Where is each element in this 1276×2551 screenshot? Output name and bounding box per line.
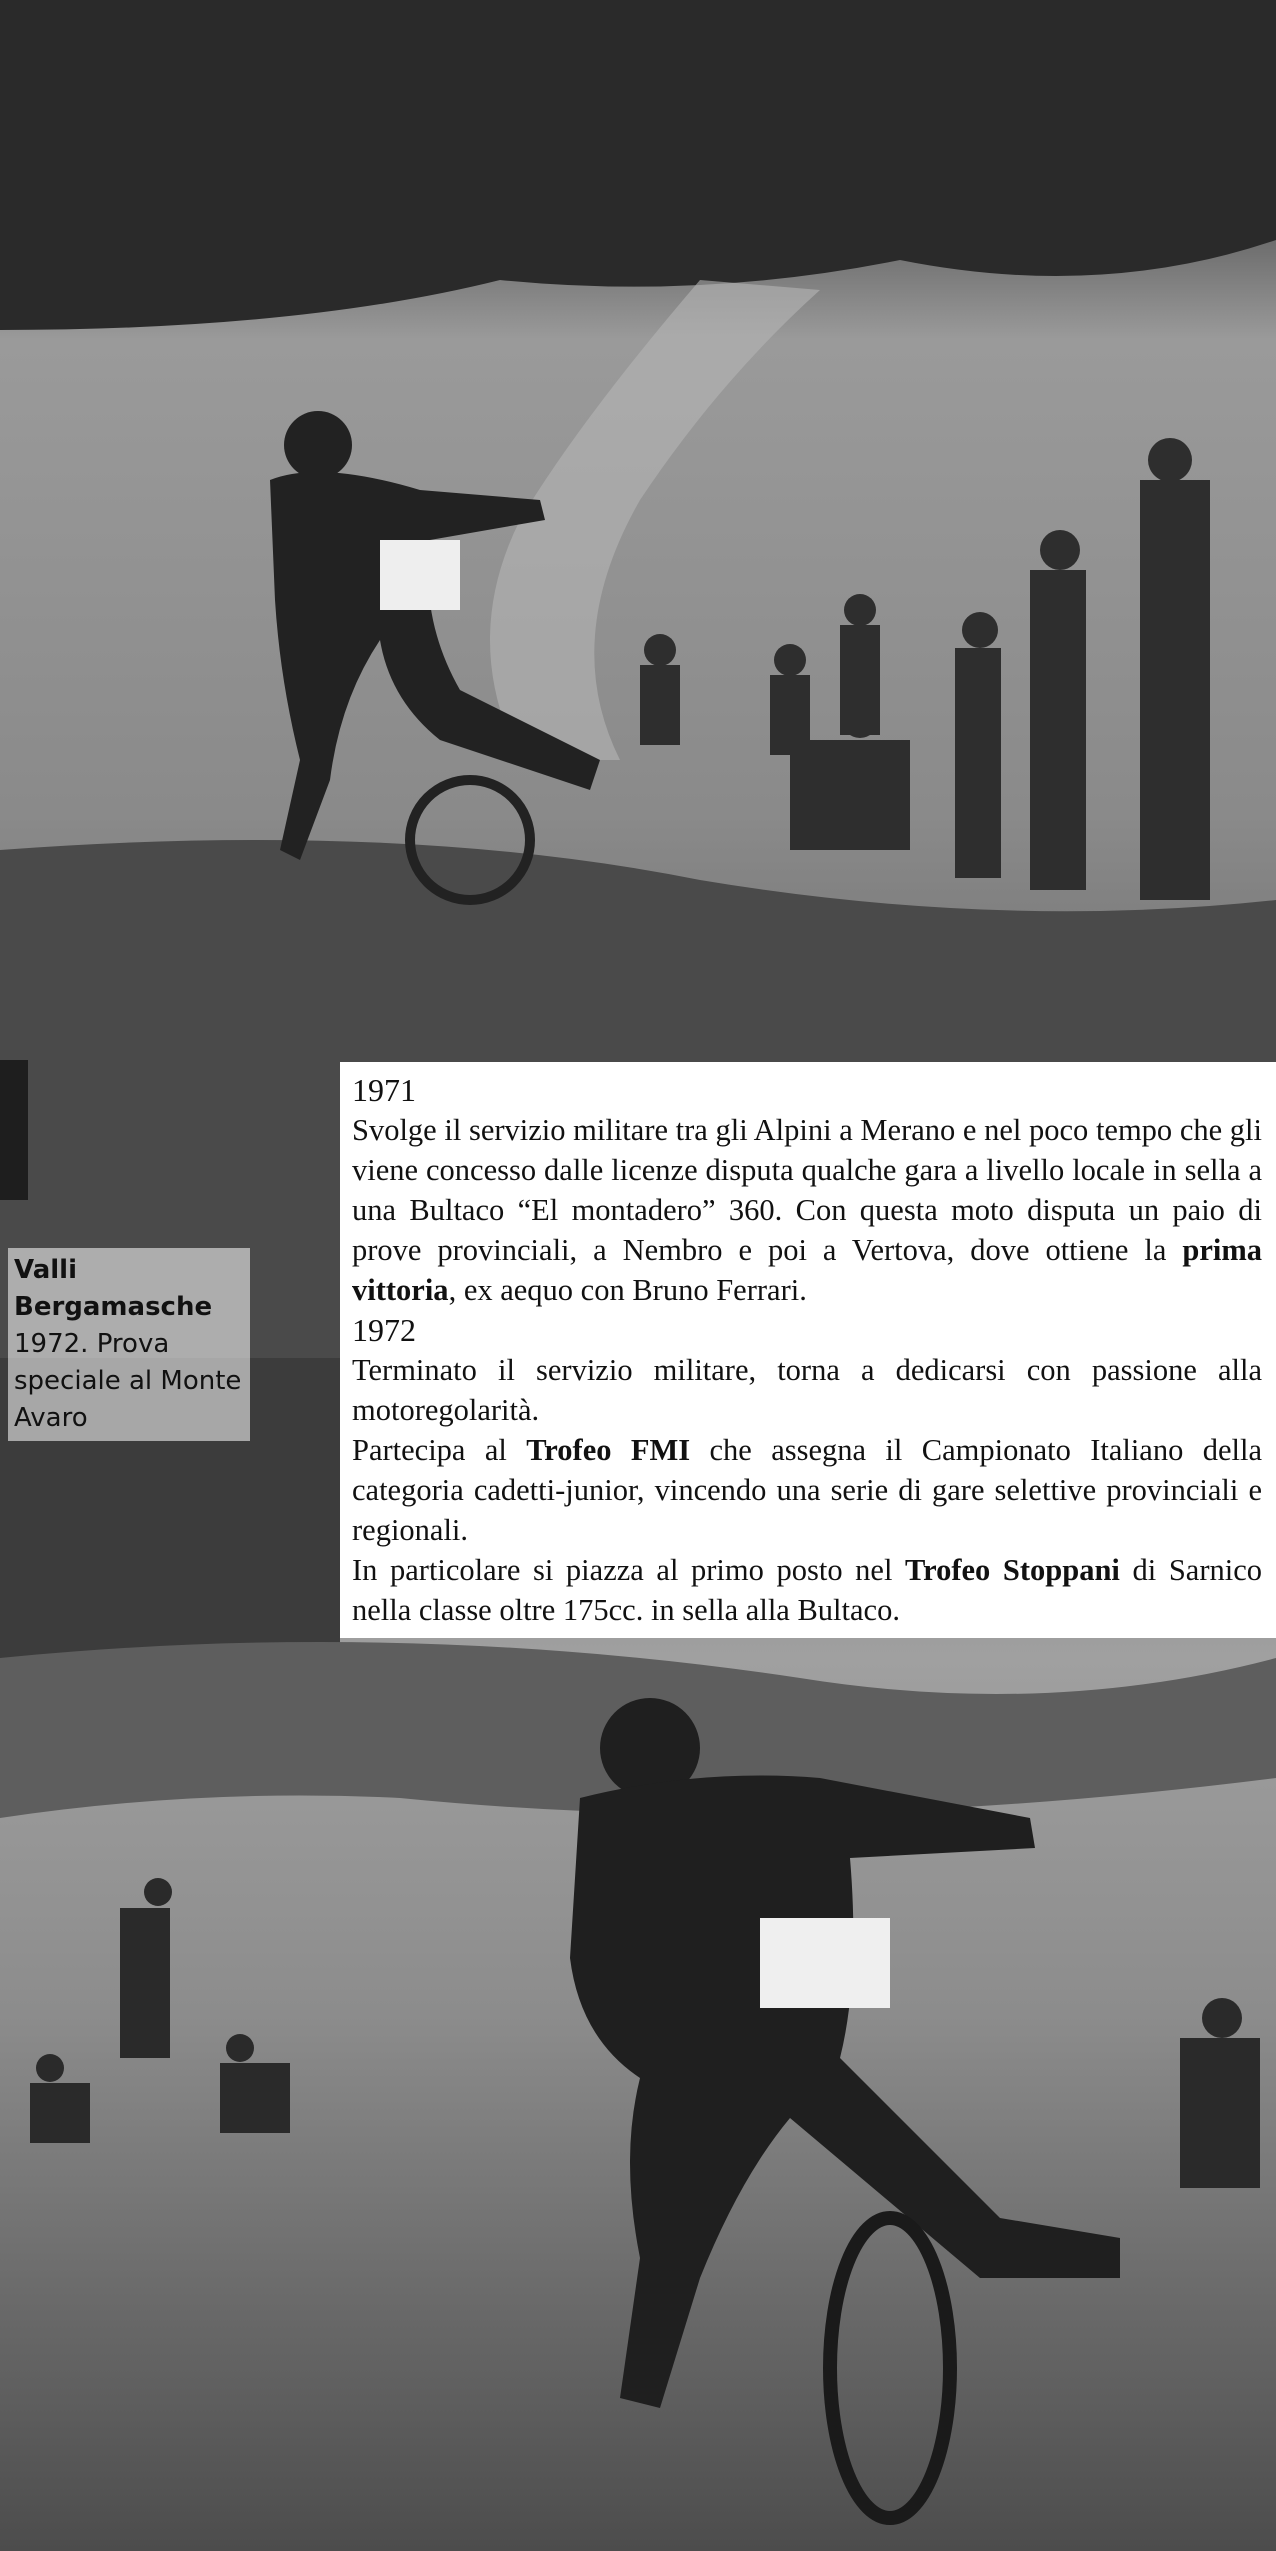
- paragraph-text: In particolare si piazza al primo posto nel: [352, 1553, 906, 1587]
- year-heading-1971: 1971: [352, 1072, 416, 1108]
- paragraph-text: Partecipa al: [352, 1433, 527, 1467]
- paragraph-1971: [352, 1110, 1262, 1310]
- paragraph-text: Svolge il servizio militare tra gli Alpini a Merano e nel poco tempo che gli viene concesso dalle licenze disputa qualche gara a livello locale in sella a una Bultaco “El montadero” 360. Con questa moto disputa un paio di prove provinciali, a Nembro e poi a Vertova, dove ottiene la: [352, 1113, 1262, 1267]
- paragraph-bold: Trofeo FMI: [526, 1433, 691, 1467]
- paragraph-text: , ex aequo con Bruno Ferrari.: [448, 1273, 807, 1307]
- paragraph-1972-c: [352, 1550, 1262, 1630]
- caption-subtitle: 1972. Prova speciale al Monte Avaro: [14, 1329, 242, 1433]
- caption-title: Valli Bergamasche: [14, 1255, 213, 1322]
- year-heading-1972: 1972: [352, 1312, 416, 1348]
- paragraph-1972-b: [352, 1430, 1262, 1550]
- paragraph-text: che assegna il Campionato Italiano della categoria cadetti-junior, vincendo una serie di gare selettive provinciali e regionali.: [352, 1433, 1262, 1547]
- photo-caption: [8, 1248, 250, 1441]
- biography-text-box: [340, 1062, 1276, 1638]
- paragraph-text: di Sarnico nella classe oltre 175cc. in sella alla Bultaco.: [352, 1553, 1262, 1627]
- paragraph-1972-a: [352, 1350, 1262, 1430]
- paragraph-bold: prima vittoria: [352, 1233, 1262, 1307]
- paragraph-text: Terminato il servizio militare, torna a dedicarsi con passione alla motoregolarità.: [352, 1353, 1262, 1427]
- paragraph-bold: Trofeo Stoppani: [905, 1553, 1120, 1587]
